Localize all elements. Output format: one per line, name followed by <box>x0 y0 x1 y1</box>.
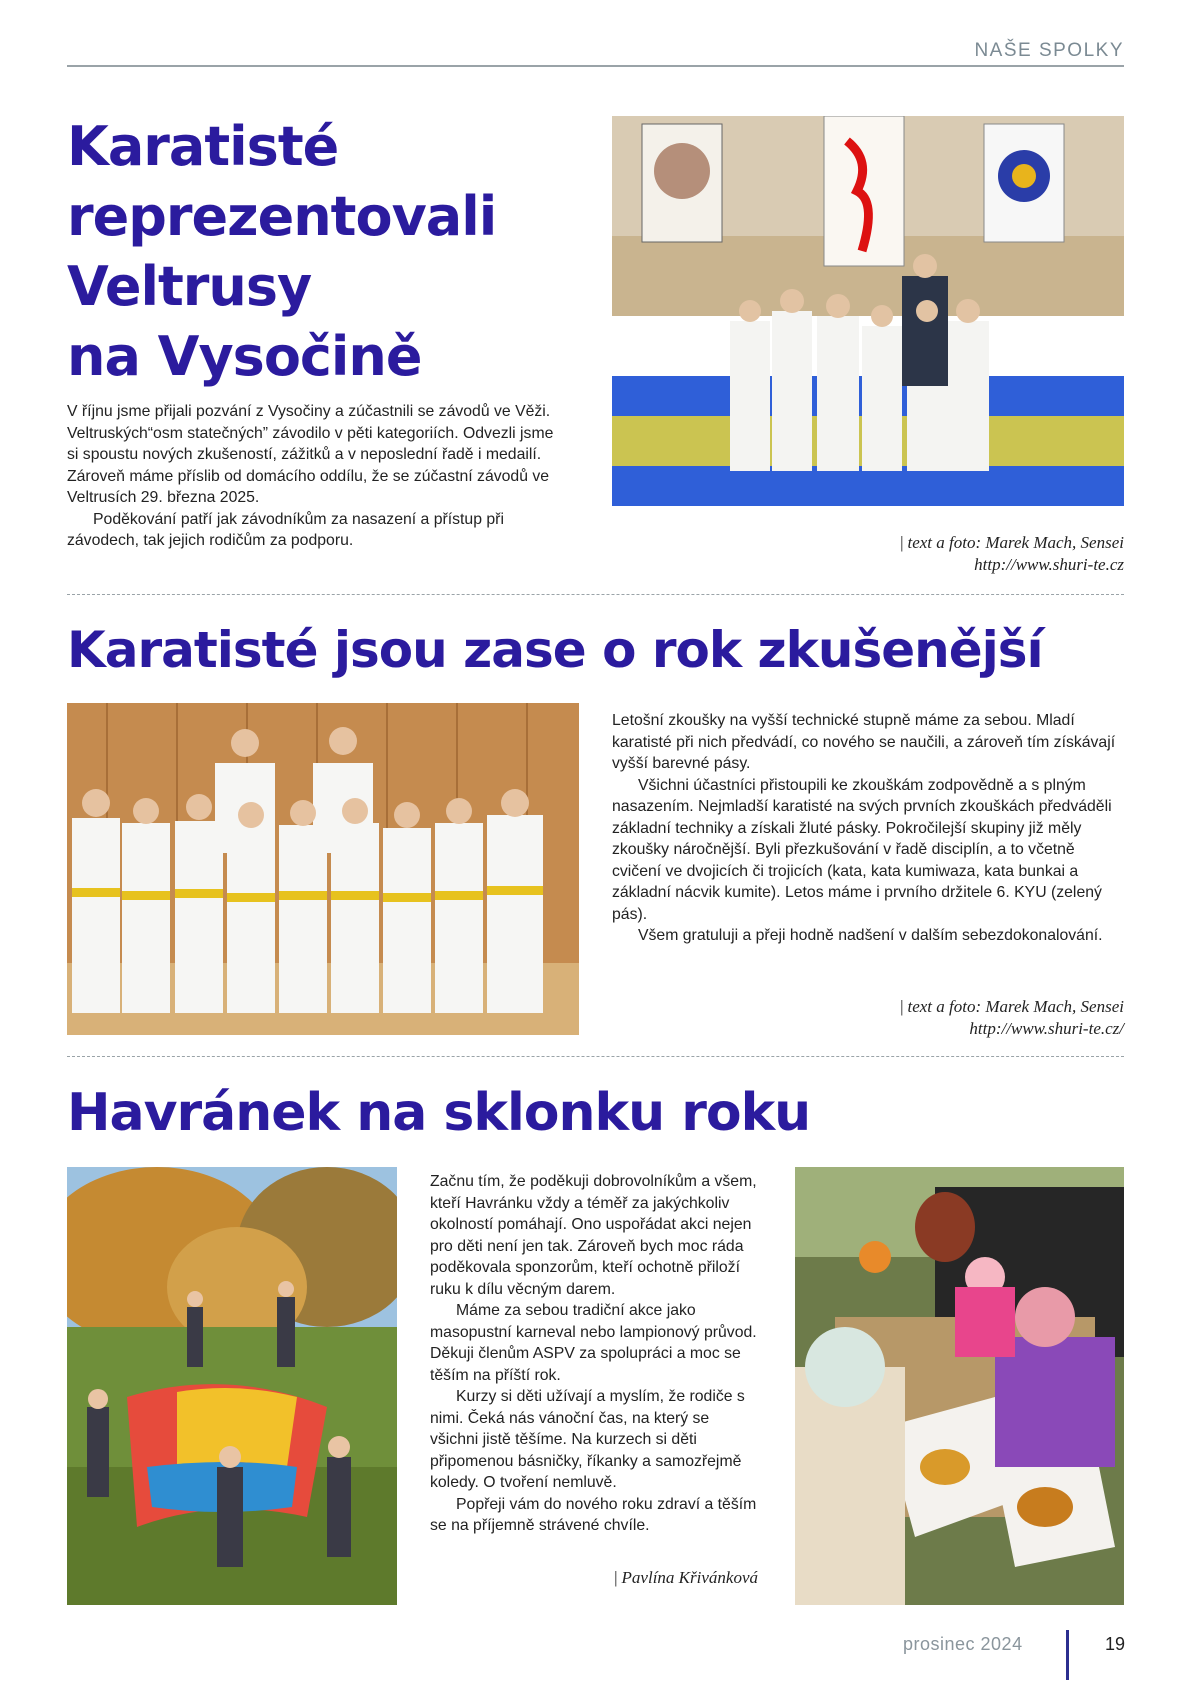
article1-body <box>67 401 554 552</box>
article2-credit-url: http://www.shuri-te.cz/ <box>969 1019 1124 1038</box>
footer-divider <box>1066 1630 1069 1680</box>
article1-title-line: na Vysočině <box>67 325 422 388</box>
article3-credit-author: Pavlína Křivánková <box>621 1568 758 1587</box>
footer-date: prosinec 2024 <box>903 1634 1023 1654</box>
credit-bar: | <box>900 997 904 1016</box>
article3-paragraph: Popřeji vám do nového roku zdraví a těším se na příjemně strávené chvíle. <box>430 1495 757 1534</box>
article3-credit <box>430 1567 758 1589</box>
article1-photo <box>612 116 1124 506</box>
article2-paragraph: Všem gratuluji a přeji hodně nadšení v dalším sebezdokonalování. <box>638 927 1103 944</box>
article1-title-line: Karatisté <box>67 115 339 178</box>
article3-body <box>430 1171 758 1537</box>
article2-paragraph: Letošní zkoušky na vyšší technické stupně máme za sebou. Mladí karatisté při nich předvádí, co nového se naučili, a zároveň tím získávají vyšší barevné pásy. <box>612 712 1116 772</box>
article1-credit-author: text a foto: Marek Mach, Sensei <box>907 533 1124 552</box>
article2-paragraph: Všichni účastníci přistoupili ke zkouškám zodpovědně a s plným nasazením. Nejmladší karatisté na svých prvních zkouškách předváděli základní techniky a získali žluté pásky. Pokročilejší skupiny již měly zkoušky náročnější. Byli přezkušování v řadě disciplín, a to včetně cvičení ve dvojicích či trojicích (kata, kata kumiwaza, kata bunkai a základní nácvik kumite). Letos máme i prvního držitele 6. KYU (zelený pás). <box>612 776 1112 923</box>
article2-body <box>612 710 1124 947</box>
article3-paragraph: Začnu tím, že poděkuji dobrovolníkům a všem, kteří Havránku vždy a téměř za jakýchkoliv okolností pomáhají. Ono uspořádat akci nejen pro děti není jen tak. Zároveň bych moc ráda poděkovala sponzorům, kteří ochotně přiloží ruku k dílu věcným darem. <box>430 1173 757 1298</box>
article1-title <box>67 112 587 392</box>
article2-photo <box>67 703 579 1035</box>
article3-photo-right <box>795 1167 1124 1605</box>
article1-paragraph: Poděkování patří jak závodníkům za nasazení a přístup při závodech, tak jejich rodičům za podporu. <box>67 510 504 549</box>
article3-paragraph: Máme za sebou tradiční akce jako masopustní karneval nebo lampionový průvod. Děkuji členům ASPV za spolupráci a moc se těším na příští rok. <box>430 1302 757 1384</box>
credit-bar: | <box>900 533 904 552</box>
header-rule <box>67 65 1124 67</box>
article2-credit-author: text a foto: Marek Mach, Sensei <box>907 997 1124 1016</box>
article2-credit <box>900 996 1124 1040</box>
section-label: NAŠE SPOLKY <box>974 40 1124 61</box>
article1-credit-url: http://www.shuri-te.cz <box>974 555 1124 574</box>
section-divider <box>67 1056 1124 1057</box>
article3-paragraph: Kurzy si děti užívají a myslím, že rodiče s nimi. Čeká nás vánoční čas, na který se všichni jistě těšíme. Na kurzech si děti připomenou básničky, říkanky a samozřejmě koledy. O tvoření nemluvě. <box>430 1388 745 1491</box>
article3-title: Havránek na sklonku roku <box>67 1083 811 1143</box>
article3-photo-left <box>67 1167 397 1605</box>
section-divider <box>67 594 1124 595</box>
credit-bar: | <box>614 1568 618 1587</box>
article2-title: Karatisté jsou zase o rok zkušenější <box>67 621 1043 679</box>
article1-title-line: reprezentovali <box>67 185 497 248</box>
article1-title-line: Veltrusy <box>67 255 312 318</box>
page-number: 19 <box>1105 1634 1126 1654</box>
article1-credit <box>900 532 1124 576</box>
article1-paragraph: V říjnu jsme přijali pozvání z Vysočiny a zúčastnili se závodů ve Věži. Veltruských“osm statečných” závodilo v pěti kategoriích. Odvezli jsme si spoustu nových zkušeností, zážitků a v neposlední řadě i medailí. Zároveň máme příslib od domácího oddílu, že se zúčastní závodů ve Veltrusích 29. března 2025. <box>67 403 554 506</box>
